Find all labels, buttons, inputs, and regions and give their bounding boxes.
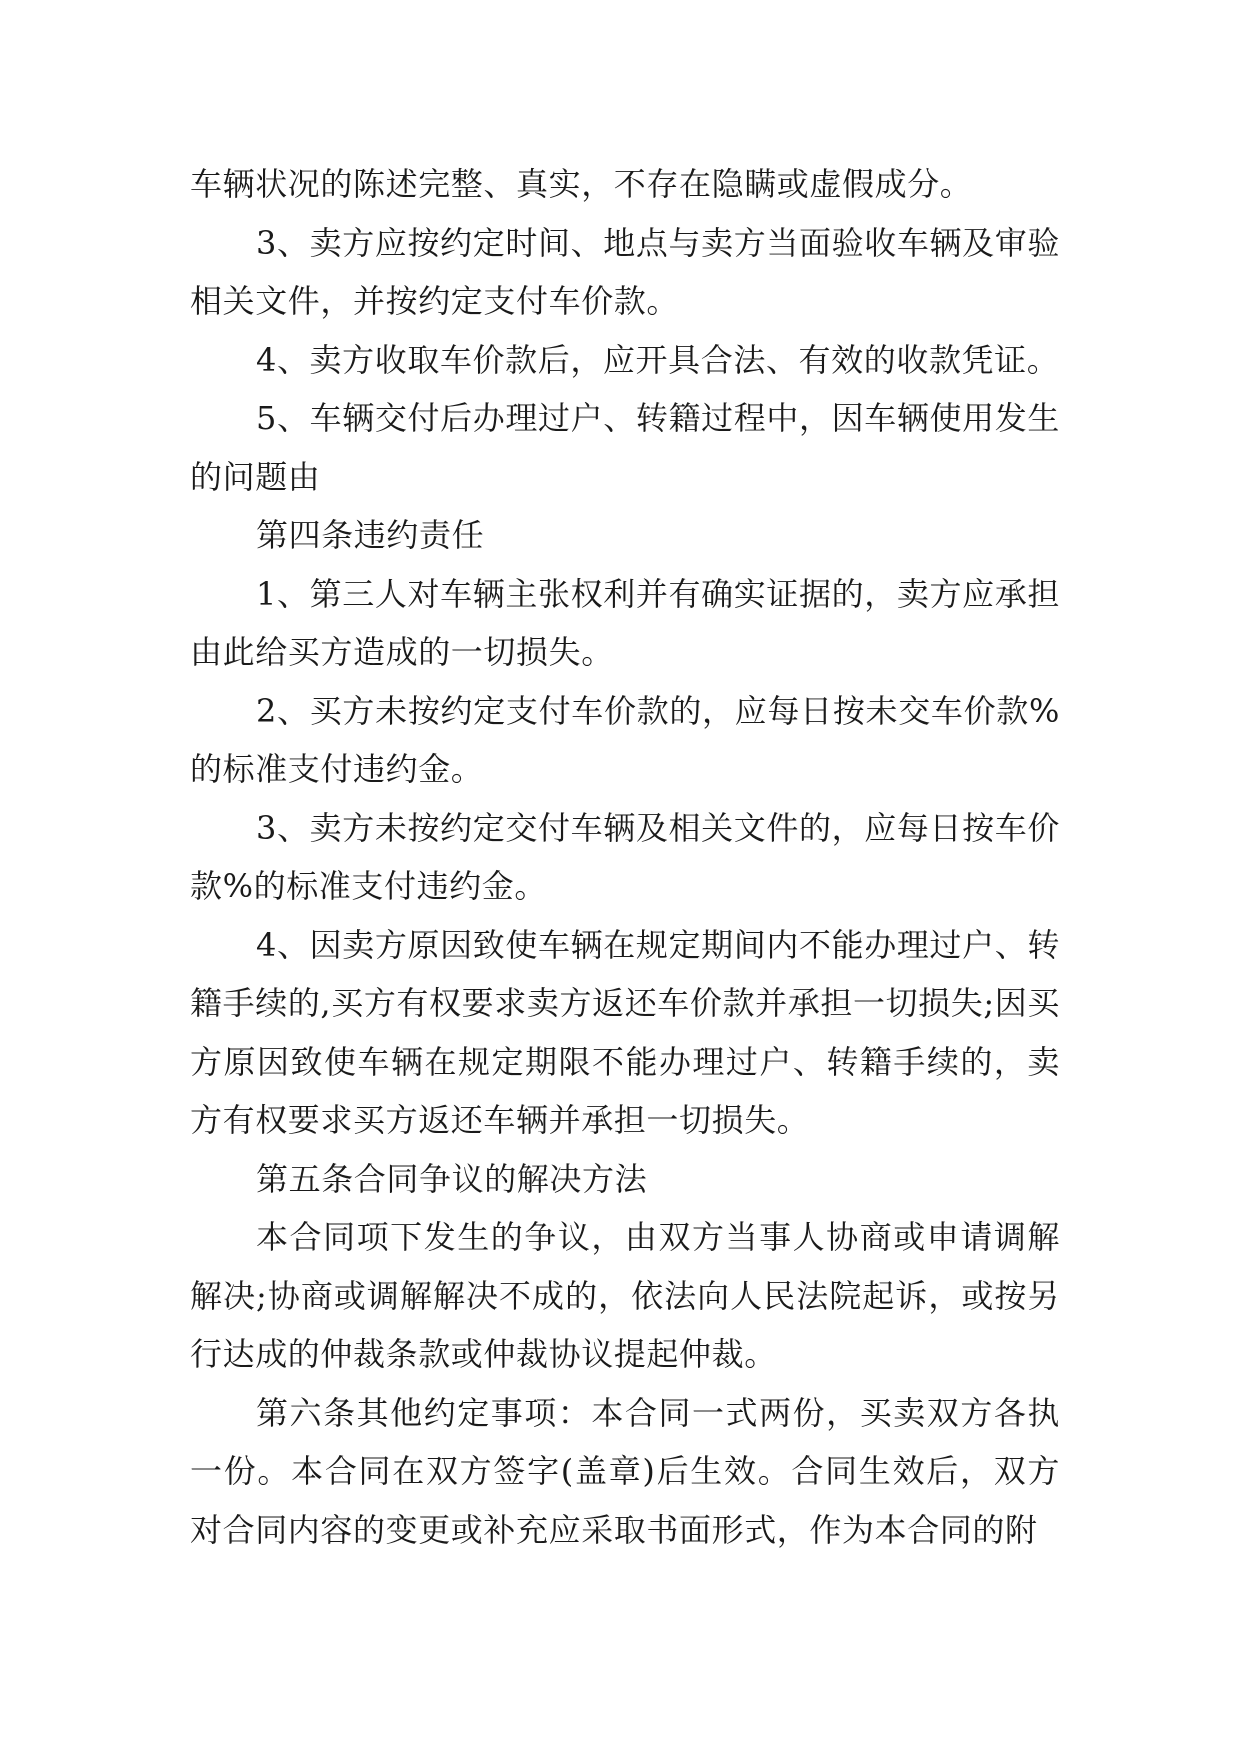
paragraph-2: 3、卖方应按约定时间、地点与卖方当面验收车辆及审验相关文件，并按约定支付车价款。 [190,223,1060,320]
paragraph-3: 4、卖方收取车价款后，应开具合法、有效的收款凭证。 [256,340,1060,379]
section-heading-article-4: 第四条违约责任 [256,516,485,554]
paragraph-8: 3、卖方未按约定交付车辆及相关文件的，应每日按车价款%的标准支付违约金。 [190,808,1060,905]
paragraph-7: 2、买方未按约定支付车价款的，应每日按未交车价款%的标准支付违约金。 [190,691,1060,788]
paragraph-11: 本合同项下发生的争议，由双方当事人协商或申请调解解决;协商或调解解决不成的，依法向人民法院起诉，或按另行达成的仲裁条款或仲裁协议提起仲裁。 [190,1218,1060,1373]
paragraph-4: 5、车辆交付后办理过户、转籍过程中，因车辆使用发生的问题由 [190,399,1060,496]
paragraph-6: 1、第三人对车辆主张权利并有确实证据的，卖方应承担由此给买方造成的一切损失。 [190,574,1060,671]
paragraph-1: 车辆状况的陈述完整、真实，不存在隐瞒或虚假成分。 [190,165,973,203]
section-heading-article-5: 第五条合同争议的解决方法 [256,1159,648,1198]
document-body [190,155,1060,1559]
paragraph-12: 第六条其他约定事项：本合同一式两份，买卖双方各执一份。本合同在双方签字(盖章)后生效。合同生效后，双方对合同内容的变更或补充应采取书面形式，作为本合同的附 [190,1393,1060,1549]
paragraph-9: 4、因卖方原因致使车辆在规定期间内不能办理过户、转籍手续的,买方有权要求卖方返还车价款并承担一切损失;因买方原因致使车辆在规定期限不能办理过户、转籍手续的，卖方有权要求买方返还车辆并承担一切损失。 [190,925,1060,1139]
